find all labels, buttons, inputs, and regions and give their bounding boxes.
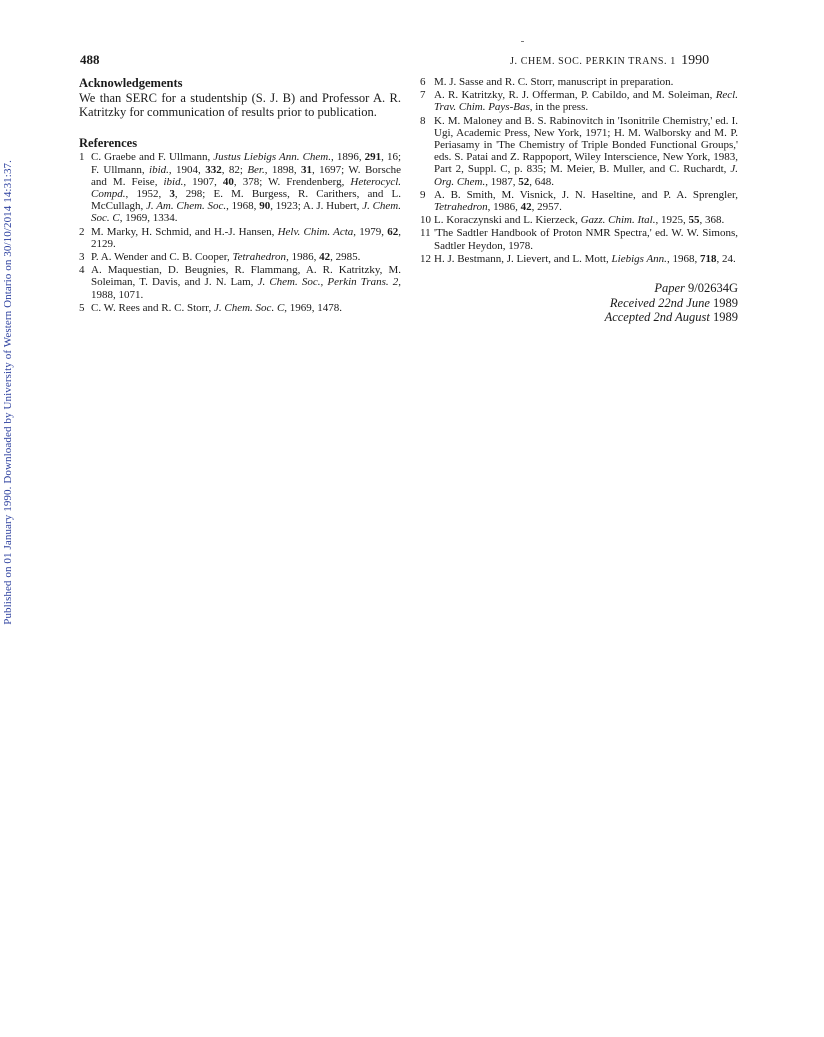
reference-number: 11 [420,227,431,240]
reference-item [79,226,401,250]
reference-item [79,264,401,301]
reference-text: 'The Sadtler Handbook of Proton NMR Spectra,' ed. W. W. Simons, Sadtler Heydon, 1978. [434,227,738,252]
reference-text: P. A. Wender and C. B. Cooper, Tetrahedron, 1986, 42, 2985. [91,251,361,264]
reference-text: M. Marky, H. Schmid, and H.-J. Hansen, Helv. Chim. Acta, 1979, 62, 2129. [91,225,402,250]
reference-text: C. W. Rees and R. C. Storr, J. Chem. Soc. C, 1969, 1478. [91,301,343,314]
scan-mark [521,41,524,42]
reference-item [420,189,738,213]
reference-number: 10 [420,214,431,227]
paper-label: Paper [654,281,685,296]
reference-number: 2 [79,225,85,238]
reference-number: 3 [79,251,85,264]
page-number: 488 [80,52,100,67]
reference-number: 5 [79,301,85,314]
accepted-label: Accepted [604,310,651,325]
received-label: Received [609,295,656,310]
journal-year: 1990 [681,53,710,68]
reference-number: 7 [420,89,426,102]
reference-text: L. Koraczynski and L. Kierzeck, Gazz. Chim. Ital., 1925, 55, 368. [434,214,725,227]
reference-number: 8 [420,114,426,127]
reference-number: 4 [79,264,85,277]
received-line [420,296,738,311]
reference-text: A. B. Smith, M. Visnick, J. N. Haseltine, and P. A. Sprengler, Tetrahedron, 1986, 42, 2957. [434,188,738,214]
reference-item [420,76,738,88]
reference-item [420,253,738,265]
reference-list-left [79,151,401,314]
reference-item [420,214,738,226]
accepted-line [420,310,738,325]
right-column [420,76,738,325]
paper-id-line [420,281,738,296]
reference-text: A. R. Katritzky, R. J. Offerman, P. Cabildo, and M. Soleiman, Recl. Trav. Chim. Pays-Bas, in the press. [434,89,738,114]
reference-item [420,115,738,188]
journal-name: J. CHEM. SOC. PERKIN TRANS. 1 [510,56,676,67]
reference-number: 1 [79,151,85,164]
reference-number: 9 [420,188,426,201]
accepted-year: 1989 [713,310,738,325]
reference-item [420,89,738,113]
acknowledgements-text: We than SERC for a studentship (S. J. B) and Professor A. R. Katritzky for communication of results prior to publication. [79,91,401,120]
reference-list-right [420,76,738,265]
left-column [79,76,401,315]
reference-item [420,227,738,251]
reference-number: 6 [420,76,426,88]
reference-text: K. M. Maloney and B. S. Rabinovitch in 'Isonitrile Chemistry,' ed. I. Ugi, Academic Press, New York, 1971; H. M. Walborsky and M. P. Periasamy in 'The Chemistry of Triple Bonded Functional Groups,' eds. S. Patai and Z. Rappoport, Wiley Interscience, New York, 1983, Part 2, Suppl. C, p. 835; M. Meier, B. Muller, and C. Ruchardt, J. Org. Chem., 1987, 52, 648. [434,114,738,188]
reference-text: M. J. Sasse and R. C. Storr, manuscript in preparation. [434,76,674,88]
running-header [510,52,709,69]
paper-info [420,281,738,325]
paper-id: 9/02634G [688,281,738,296]
reference-number: 12 [420,252,431,265]
reference-text: H. J. Bestmann, J. Lievert, and L. Mott, Liebigs Ann., 1968, 718, 24. [434,252,736,265]
accepted-date: 2nd August [653,310,710,325]
acknowledgements-heading: Acknowledgements [79,76,183,90]
received-year: 1989 [713,295,738,310]
received-date: 22nd June [658,295,710,310]
reference-item [79,151,401,224]
reference-text: C. Graebe and F. Ullmann, Justus Liebigs Ann. Chem., 1896, 291, 16; F. Ullmann, ibid., 1904, 332, 82; Ber., 1898, 31, 1697; W. Borsche and M. Feise, ibid., 1907, 40, 378; W. Frendenberg, Heterocycl. Compd., 1952, 3, 298; E. M. Burgess, R. Carithers, and L. McCullagh, J. Am. Chem. Soc., 1968, 90, 1923; A. J. Hubert, J. Chem. Soc. C, 1969, 1334. [91,151,402,225]
reference-item [79,302,401,314]
reference-item [79,251,401,263]
download-watermark: Published on 01 January 1990. Downloaded by University of Western Ontario on 30/10/2014 14:31:37. [2,160,14,625]
references-heading: References [79,136,138,151]
reference-text: A. Maquestian, D. Beugnies, R. Flammang, A. R. Katritzky, M. Soleiman, T. Davis, and J. N. Lam, J. Chem. Soc., Perkin Trans. 2, 1988, 1071. [91,264,402,301]
